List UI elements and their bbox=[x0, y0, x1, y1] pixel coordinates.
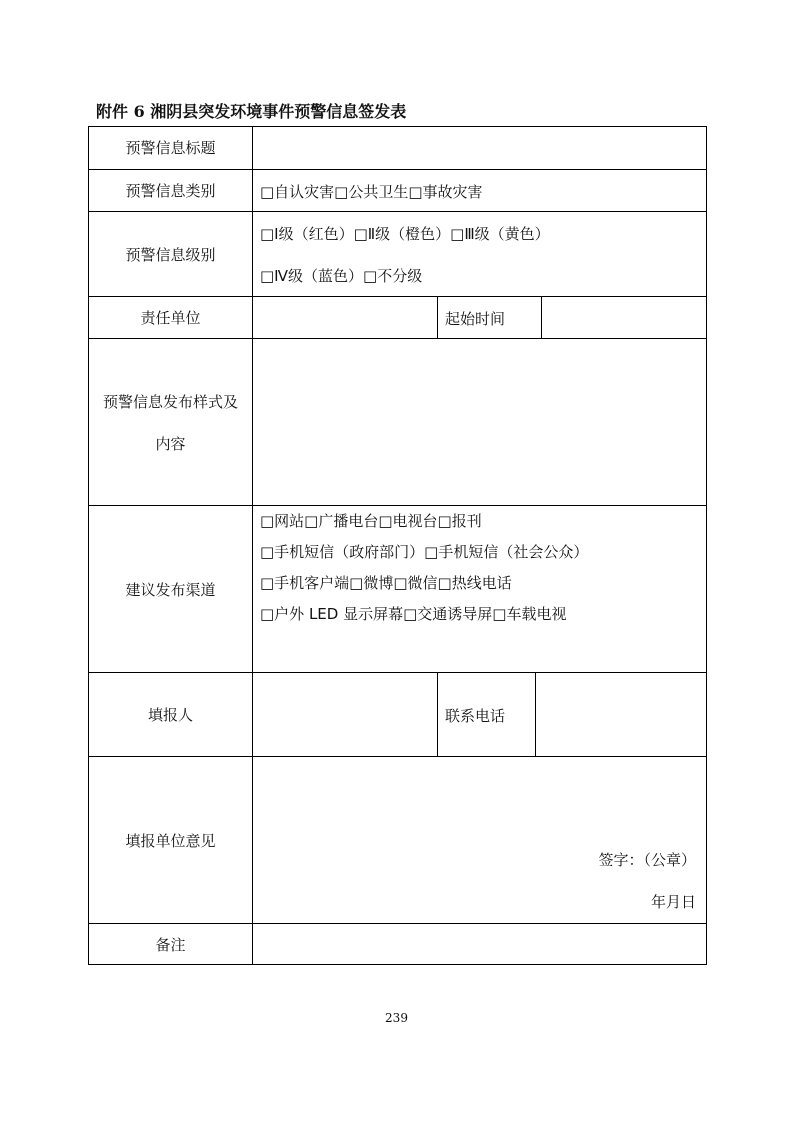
reporter-field[interactable] bbox=[252, 673, 437, 757]
row-warning-title bbox=[89, 127, 706, 169]
label-unit-opinion: 填报单位意见 bbox=[125, 831, 216, 850]
label-responsible-unit: 责任单位 bbox=[140, 309, 201, 327]
unit-opinion-field[interactable] bbox=[252, 757, 706, 924]
row-reporter bbox=[89, 672, 706, 757]
label-warning-level: 预警信息级别 bbox=[125, 245, 216, 264]
contact-phone-field[interactable] bbox=[535, 673, 706, 757]
release-content-field[interactable] bbox=[252, 339, 706, 506]
row-warning-category bbox=[89, 169, 706, 212]
signature-seal-label: 签字：（公章） bbox=[598, 851, 696, 869]
row-responsible-unit bbox=[89, 296, 706, 339]
label-warning-category: 预警信息类别 bbox=[125, 182, 216, 200]
date-label: 年月日 bbox=[650, 893, 696, 911]
label-release-channels: 建议发布渠道 bbox=[125, 580, 216, 599]
row-release-content bbox=[89, 338, 706, 506]
warning-level-line[interactable]: □Ⅳ级（蓝色）□不分级 bbox=[260, 266, 423, 285]
page-number: 239 bbox=[385, 1011, 408, 1025]
channel-option-line[interactable]: □手机短信（政府部门）□手机短信（社会公众） bbox=[260, 543, 589, 561]
label-start-time: 起始时间 bbox=[437, 297, 541, 339]
remark-field[interactable] bbox=[252, 924, 706, 965]
warning-level-line[interactable]: □Ⅰ级（红色）□Ⅱ级（橙色）□Ⅲ级（黄色） bbox=[260, 224, 550, 243]
channel-option-line[interactable]: □户外 LED 显示屏幕□交通诱导屏□车载电视 bbox=[260, 605, 567, 623]
label-release-content: 预警信息发布样式及内容 bbox=[102, 392, 238, 453]
warning-title-field[interactable] bbox=[252, 127, 706, 169]
label-contact-phone: 联系电话 bbox=[437, 673, 535, 757]
warning-level-options[interactable] bbox=[252, 212, 706, 297]
channel-option-line[interactable]: □手机客户端□微博□微信□热线电话 bbox=[260, 574, 512, 592]
label-warning-title: 预警信息标题 bbox=[125, 139, 216, 157]
warning-category-options[interactable]: □自认灾害□公共卫生□事故灾害 bbox=[252, 170, 706, 212]
label-reporter: 填报人 bbox=[147, 706, 193, 724]
row-remark bbox=[89, 923, 706, 965]
document-title: 附件 6 湘阴县突发环境事件预警信息签发表 bbox=[96, 102, 407, 121]
label-remark: 备注 bbox=[155, 935, 186, 954]
responsible-unit-field[interactable] bbox=[252, 297, 437, 339]
start-time-field[interactable] bbox=[541, 297, 706, 339]
row-release-channels bbox=[89, 505, 706, 673]
signoff-form-table bbox=[88, 126, 707, 965]
row-unit-opinion bbox=[89, 756, 706, 924]
row-warning-level bbox=[89, 211, 706, 297]
channel-option-line[interactable]: □网站□广播电台□电视台□报刊 bbox=[260, 512, 482, 530]
release-channel-options[interactable] bbox=[252, 506, 706, 673]
